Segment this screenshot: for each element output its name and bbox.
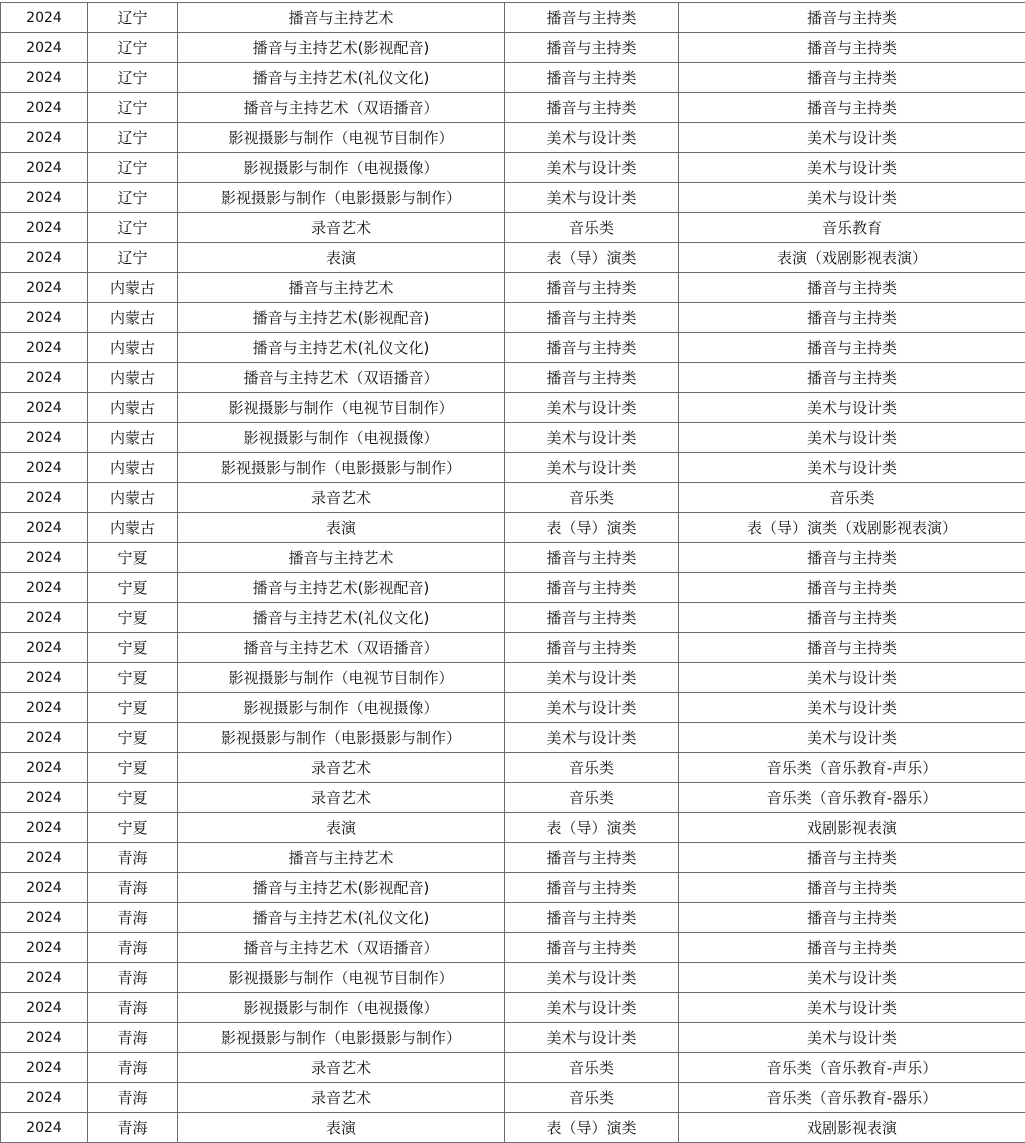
cell-category: 播音与主持类 [505,3,679,33]
cell-category: 美术与设计类 [505,993,679,1023]
cell-category: 播音与主持类 [505,843,679,873]
cell-province: 辽宁 [88,213,178,243]
cell-subcategory: 美术与设计类 [679,153,1025,183]
cell-category: 播音与主持类 [505,33,679,63]
cell-major: 影视摄影与制作（电影摄影与制作） [178,1023,505,1053]
cell-year: 2024 [1,333,88,363]
table-row [1,153,1025,183]
cell-category: 美术与设计类 [505,393,679,423]
cell-year: 2024 [1,423,88,453]
cell-year: 2024 [1,1083,88,1113]
cell-subcategory: 音乐教育 [679,213,1025,243]
cell-province: 青海 [88,1053,178,1083]
cell-province: 宁夏 [88,633,178,663]
cell-category: 美术与设计类 [505,1023,679,1053]
cell-province: 宁夏 [88,543,178,573]
cell-province: 青海 [88,1083,178,1113]
table-row [1,1023,1025,1053]
cell-province: 辽宁 [88,183,178,213]
cell-year: 2024 [1,153,88,183]
cell-year: 2024 [1,843,88,873]
cell-year: 2024 [1,33,88,63]
cell-subcategory: 表演（戏剧影视表演） [679,243,1025,273]
cell-year: 2024 [1,303,88,333]
cell-province: 辽宁 [88,243,178,273]
table-row [1,603,1025,633]
cell-subcategory: 播音与主持类 [679,603,1025,633]
cell-subcategory: 美术与设计类 [679,1023,1025,1053]
cell-major: 播音与主持艺术(影视配音) [178,573,505,603]
table-row [1,183,1025,213]
table-row [1,543,1025,573]
cell-province: 青海 [88,993,178,1023]
cell-category: 美术与设计类 [505,693,679,723]
cell-year: 2024 [1,93,88,123]
cell-category: 播音与主持类 [505,63,679,93]
table-row [1,723,1025,753]
cell-province: 辽宁 [88,123,178,153]
cell-province: 青海 [88,933,178,963]
cell-major: 影视摄影与制作（电视节目制作） [178,123,505,153]
cell-year: 2024 [1,573,88,603]
cell-major: 表演 [178,813,505,843]
cell-major: 播音与主持艺术 [178,3,505,33]
cell-subcategory: 音乐类（音乐教育-器乐） [679,783,1025,813]
cell-year: 2024 [1,783,88,813]
cell-category: 音乐类 [505,783,679,813]
cell-major: 表演 [178,513,505,543]
cell-category: 播音与主持类 [505,603,679,633]
cell-province: 内蒙古 [88,483,178,513]
table-row [1,3,1025,33]
cell-year: 2024 [1,723,88,753]
cell-major: 播音与主持艺术(影视配音) [178,303,505,333]
cell-year: 2024 [1,363,88,393]
table-row [1,483,1025,513]
cell-subcategory: 音乐类（音乐教育-器乐） [679,1083,1025,1113]
cell-subcategory: 播音与主持类 [679,843,1025,873]
cell-province: 内蒙古 [88,393,178,423]
cell-province: 宁夏 [88,663,178,693]
cell-category: 美术与设计类 [505,963,679,993]
table-row [1,1113,1025,1143]
table-row [1,783,1025,813]
table-row [1,93,1025,123]
admissions-table [0,2,1025,1143]
cell-category: 播音与主持类 [505,933,679,963]
table-row [1,573,1025,603]
table-row [1,333,1025,363]
cell-year: 2024 [1,273,88,303]
table-row [1,63,1025,93]
cell-province: 宁夏 [88,753,178,783]
cell-major: 录音艺术 [178,783,505,813]
table-row [1,1053,1025,1083]
cell-subcategory: 美术与设计类 [679,453,1025,483]
cell-year: 2024 [1,993,88,1023]
cell-category: 播音与主持类 [505,93,679,123]
cell-category: 播音与主持类 [505,273,679,303]
cell-subcategory: 播音与主持类 [679,573,1025,603]
cell-subcategory: 播音与主持类 [679,273,1025,303]
cell-subcategory: 美术与设计类 [679,963,1025,993]
cell-major: 影视摄影与制作（电影摄影与制作） [178,183,505,213]
cell-category: 播音与主持类 [505,633,679,663]
cell-major: 影视摄影与制作（电影摄影与制作） [178,453,505,483]
table-row [1,423,1025,453]
cell-category: 音乐类 [505,1053,679,1083]
cell-subcategory: 美术与设计类 [679,663,1025,693]
cell-subcategory: 播音与主持类 [679,33,1025,63]
table-row [1,123,1025,153]
cell-year: 2024 [1,903,88,933]
cell-province: 辽宁 [88,33,178,63]
cell-major: 影视摄影与制作（电视节目制作） [178,963,505,993]
table-row [1,753,1025,783]
table-row [1,933,1025,963]
table-row [1,813,1025,843]
cell-subcategory: 美术与设计类 [679,123,1025,153]
cell-province: 内蒙古 [88,333,178,363]
cell-subcategory: 播音与主持类 [679,543,1025,573]
table-row [1,963,1025,993]
cell-major: 录音艺术 [178,753,505,783]
cell-subcategory: 美术与设计类 [679,183,1025,213]
table-row [1,1083,1025,1113]
cell-province: 内蒙古 [88,453,178,483]
cell-major: 影视摄影与制作（电视摄像） [178,693,505,723]
cell-subcategory: 美术与设计类 [679,723,1025,753]
cell-year: 2024 [1,513,88,543]
cell-major: 录音艺术 [178,1083,505,1113]
cell-subcategory: 美术与设计类 [679,993,1025,1023]
cell-province: 青海 [88,873,178,903]
table-row [1,873,1025,903]
cell-category: 播音与主持类 [505,543,679,573]
table-body [1,3,1025,1143]
table-row [1,663,1025,693]
table-row [1,393,1025,423]
cell-subcategory: 播音与主持类 [679,363,1025,393]
cell-major: 播音与主持艺术(影视配音) [178,33,505,63]
cell-province: 内蒙古 [88,423,178,453]
cell-province: 青海 [88,963,178,993]
cell-subcategory: 音乐类（音乐教育-声乐） [679,753,1025,783]
cell-subcategory: 播音与主持类 [679,633,1025,663]
table-row [1,903,1025,933]
table-row [1,273,1025,303]
cell-province: 青海 [88,1023,178,1053]
cell-major: 播音与主持艺术(礼仪文化) [178,603,505,633]
cell-subcategory: 戏剧影视表演 [679,1113,1025,1143]
cell-category: 美术与设计类 [505,663,679,693]
cell-category: 音乐类 [505,753,679,783]
cell-province: 青海 [88,903,178,933]
cell-province: 宁夏 [88,603,178,633]
cell-category: 美术与设计类 [505,183,679,213]
cell-subcategory: 播音与主持类 [679,333,1025,363]
cell-subcategory: 音乐类（音乐教育-声乐） [679,1053,1025,1083]
cell-province: 内蒙古 [88,273,178,303]
cell-year: 2024 [1,693,88,723]
cell-year: 2024 [1,813,88,843]
cell-year: 2024 [1,393,88,423]
cell-category: 美术与设计类 [505,153,679,183]
cell-category: 播音与主持类 [505,363,679,393]
cell-category: 音乐类 [505,1083,679,1113]
cell-subcategory: 播音与主持类 [679,3,1025,33]
cell-province: 内蒙古 [88,513,178,543]
cell-subcategory: 播音与主持类 [679,933,1025,963]
cell-subcategory: 美术与设计类 [679,423,1025,453]
cell-year: 2024 [1,213,88,243]
cell-year: 2024 [1,63,88,93]
cell-province: 宁夏 [88,693,178,723]
cell-major: 影视摄影与制作（电视摄像） [178,993,505,1023]
cell-province: 青海 [88,843,178,873]
cell-year: 2024 [1,183,88,213]
cell-major: 录音艺术 [178,213,505,243]
cell-category: 美术与设计类 [505,123,679,153]
cell-major: 录音艺术 [178,483,505,513]
cell-province: 内蒙古 [88,303,178,333]
cell-year: 2024 [1,123,88,153]
cell-province: 宁夏 [88,723,178,753]
cell-province: 宁夏 [88,783,178,813]
cell-province: 宁夏 [88,573,178,603]
cell-subcategory: 戏剧影视表演 [679,813,1025,843]
cell-major: 影视摄影与制作（电视节目制作） [178,393,505,423]
cell-category: 表（导）演类 [505,243,679,273]
cell-major: 录音艺术 [178,1053,505,1083]
cell-year: 2024 [1,933,88,963]
cell-category: 音乐类 [505,213,679,243]
cell-year: 2024 [1,633,88,663]
cell-major: 播音与主持艺术（双语播音） [178,633,505,663]
table-row [1,633,1025,663]
cell-year: 2024 [1,873,88,903]
cell-subcategory: 美术与设计类 [679,693,1025,723]
cell-subcategory: 播音与主持类 [679,903,1025,933]
cell-year: 2024 [1,453,88,483]
cell-category: 播音与主持类 [505,573,679,603]
table-row [1,453,1025,483]
cell-major: 影视摄影与制作（电影摄影与制作） [178,723,505,753]
cell-year: 2024 [1,1113,88,1143]
cell-year: 2024 [1,603,88,633]
table-row [1,243,1025,273]
cell-major: 播音与主持艺术 [178,843,505,873]
table-row [1,693,1025,723]
cell-province: 内蒙古 [88,363,178,393]
cell-year: 2024 [1,243,88,273]
cell-major: 播音与主持艺术(影视配音) [178,873,505,903]
cell-category: 美术与设计类 [505,453,679,483]
cell-major: 影视摄影与制作（电视摄像） [178,423,505,453]
cell-category: 播音与主持类 [505,333,679,363]
table-row [1,993,1025,1023]
cell-major: 播音与主持艺术 [178,543,505,573]
cell-major: 播音与主持艺术（双语播音） [178,93,505,123]
cell-province: 辽宁 [88,153,178,183]
cell-category: 表（导）演类 [505,1113,679,1143]
cell-subcategory: 播音与主持类 [679,873,1025,903]
cell-major: 播音与主持艺术(礼仪文化) [178,903,505,933]
cell-category: 美术与设计类 [505,723,679,753]
table-row [1,843,1025,873]
table-row [1,213,1025,243]
cell-category: 播音与主持类 [505,903,679,933]
cell-major: 播音与主持艺术 [178,273,505,303]
table-row [1,513,1025,543]
cell-year: 2024 [1,3,88,33]
cell-subcategory: 美术与设计类 [679,393,1025,423]
cell-category: 播音与主持类 [505,873,679,903]
cell-major: 影视摄影与制作（电视节目制作） [178,663,505,693]
cell-year: 2024 [1,663,88,693]
cell-category: 音乐类 [505,483,679,513]
cell-year: 2024 [1,543,88,573]
cell-category: 表（导）演类 [505,813,679,843]
cell-major: 表演 [178,1113,505,1143]
cell-subcategory: 音乐类 [679,483,1025,513]
cell-province: 辽宁 [88,93,178,123]
cell-subcategory: 播音与主持类 [679,63,1025,93]
cell-subcategory: 播音与主持类 [679,303,1025,333]
cell-major: 表演 [178,243,505,273]
table-row [1,33,1025,63]
cell-year: 2024 [1,963,88,993]
cell-year: 2024 [1,1023,88,1053]
cell-province: 宁夏 [88,813,178,843]
cell-major: 播音与主持艺术（双语播音） [178,933,505,963]
cell-major: 播音与主持艺术（双语播音） [178,363,505,393]
cell-year: 2024 [1,1053,88,1083]
table-row [1,303,1025,333]
cell-province: 辽宁 [88,3,178,33]
cell-major: 影视摄影与制作（电视摄像） [178,153,505,183]
cell-subcategory: 播音与主持类 [679,93,1025,123]
cell-category: 播音与主持类 [505,303,679,333]
cell-year: 2024 [1,483,88,513]
cell-category: 表（导）演类 [505,513,679,543]
cell-province: 青海 [88,1113,178,1143]
table-row [1,363,1025,393]
cell-major: 播音与主持艺术(礼仪文化) [178,63,505,93]
cell-subcategory: 表（导）演类（戏剧影视表演） [679,513,1025,543]
cell-category: 美术与设计类 [505,423,679,453]
cell-major: 播音与主持艺术(礼仪文化) [178,333,505,363]
cell-year: 2024 [1,753,88,783]
cell-province: 辽宁 [88,63,178,93]
